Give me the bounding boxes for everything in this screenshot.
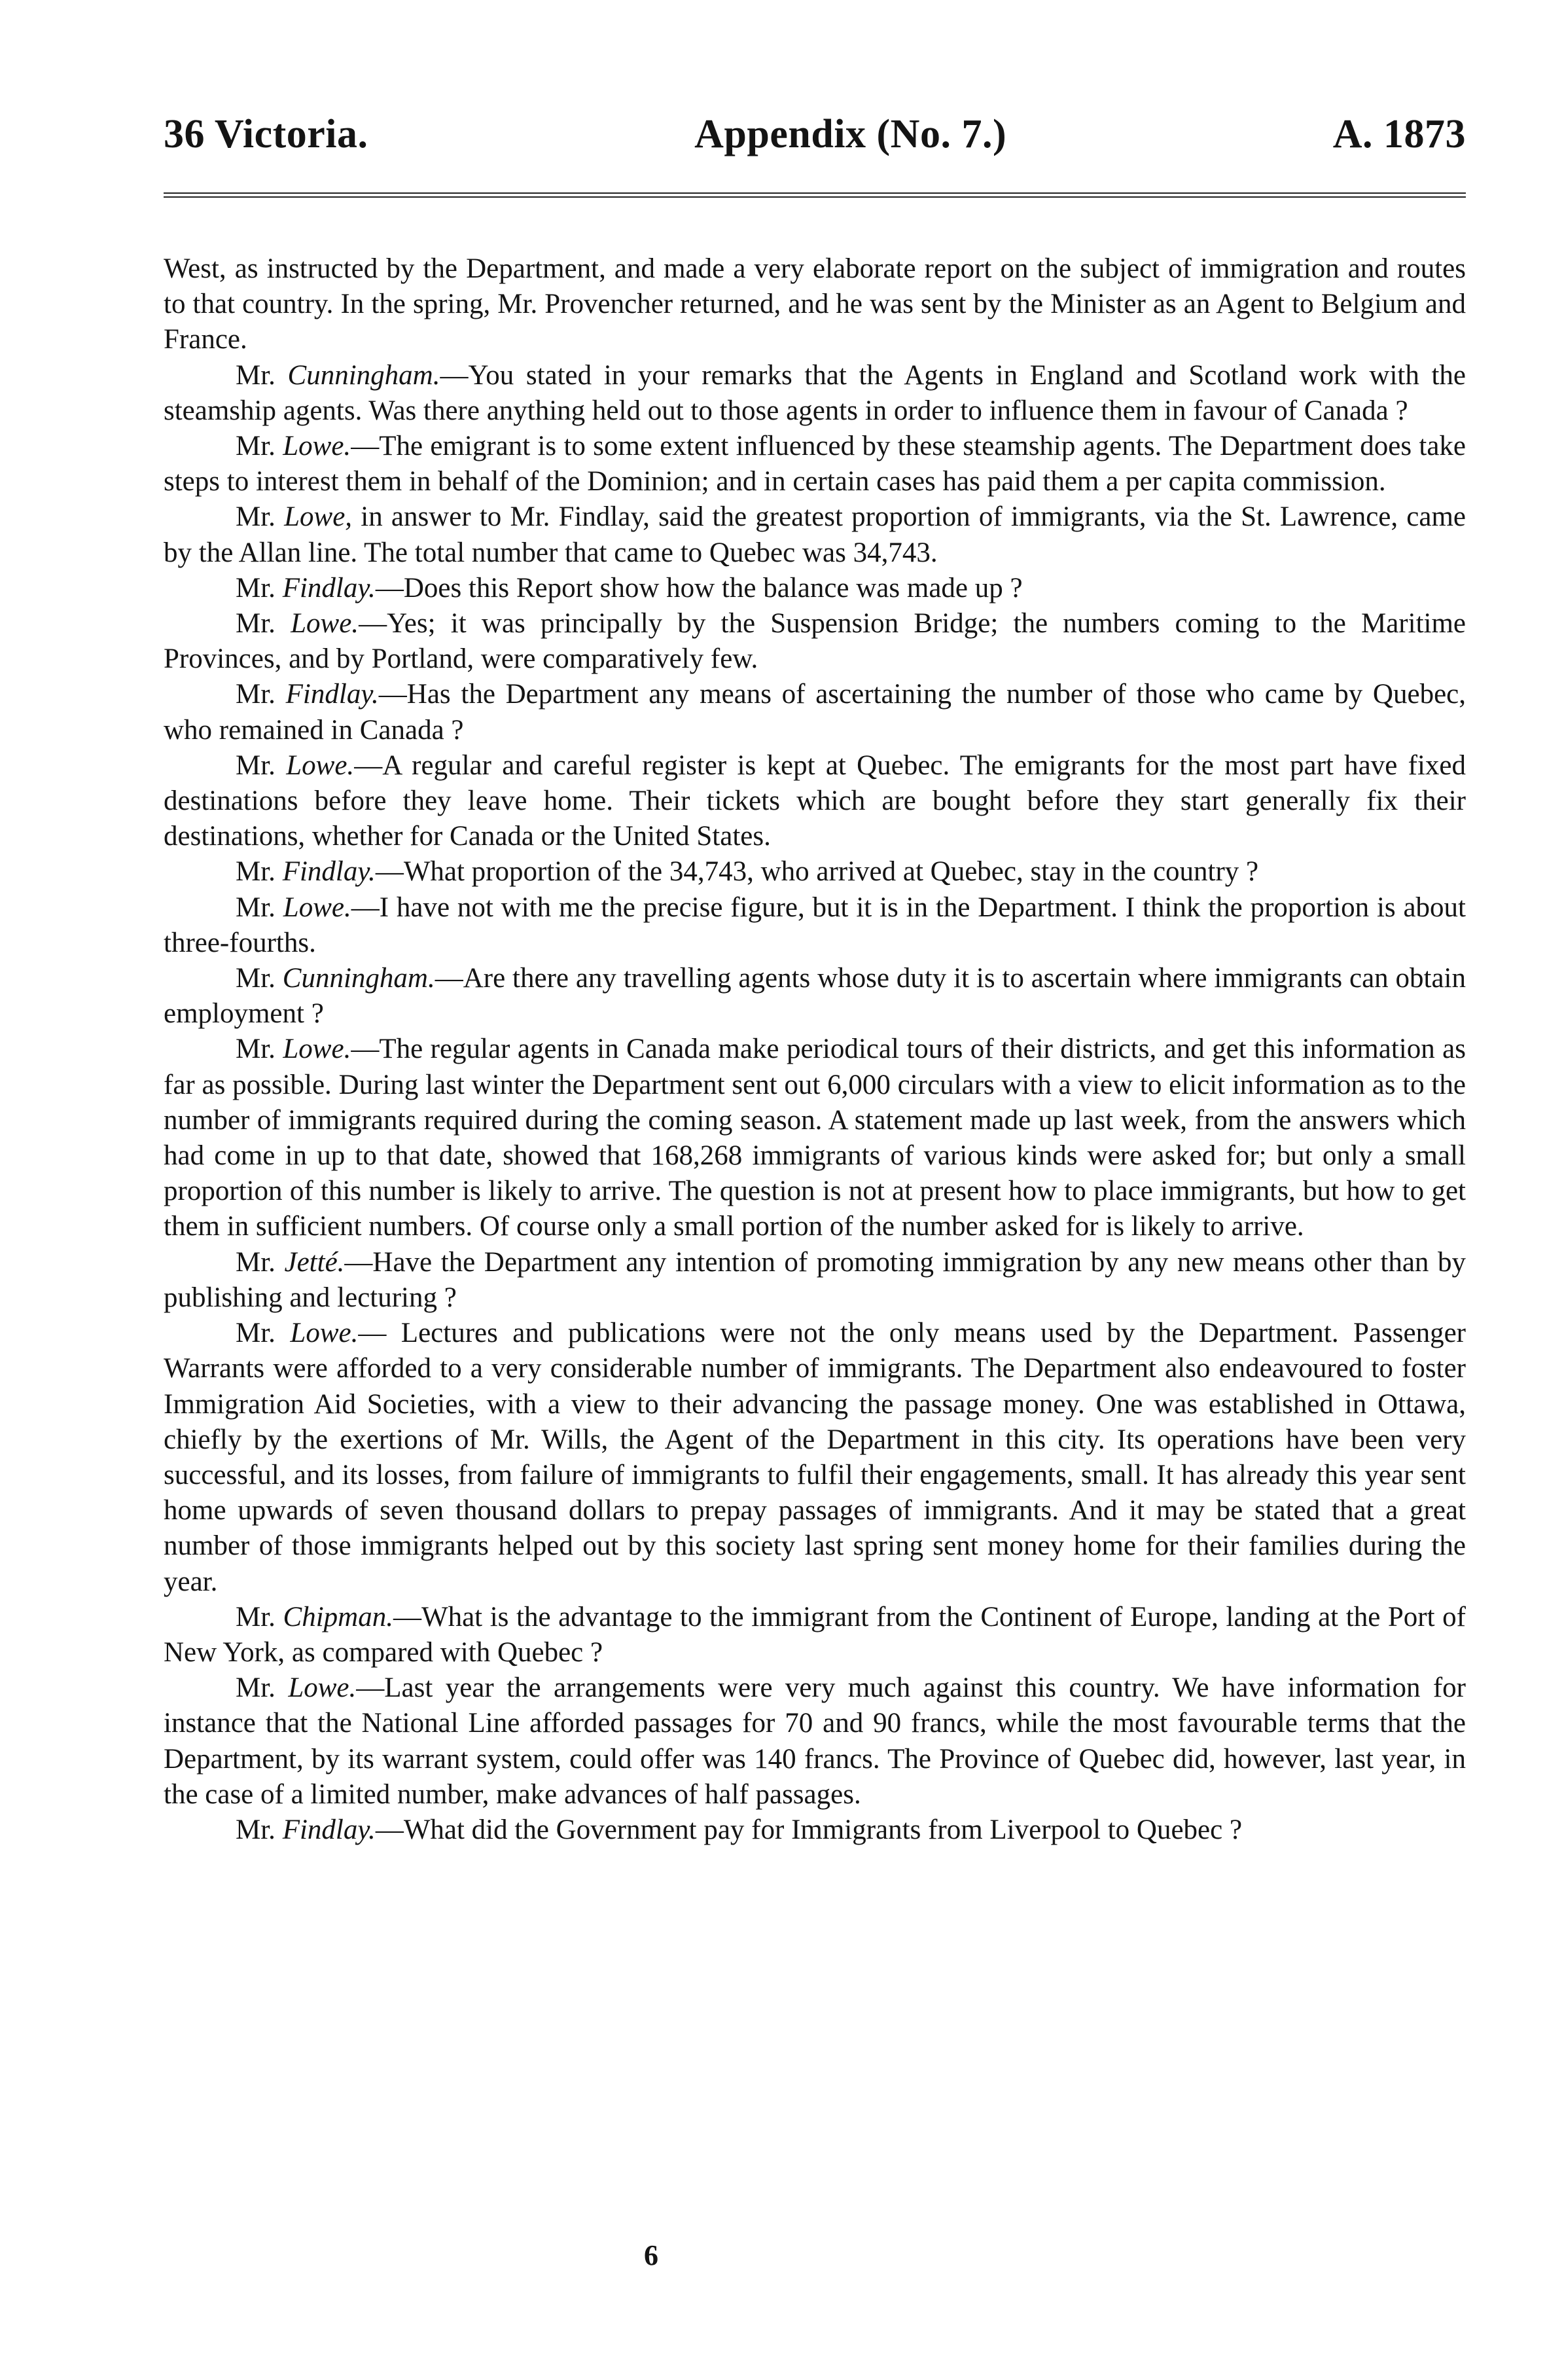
paragraph-text: —The emigrant is to some extent influenced by these steamship agents. The Department does take steps to interest them in behalf of the Dominion; and in certain cases has paid them a per capita commission. [164,431,1466,497]
paragraph-text: West, as instructed by the Department, and made a very elaborate report on the subject of immigration and routes to that country. In the spring, Mr. Provencher returned, and he was sent by the Minister as an Agent to Belgium and France. [164,253,1466,355]
paragraph-text: —Has the Department any means of ascertaining the number of those who came by Quebec, who remained in Canada ? [164,679,1466,746]
speaker-name: Lowe. [283,1034,351,1065]
speaker-name: Chipman. [283,1601,393,1632]
testimony-paragraph [164,748,1466,855]
speaker-title: Mr. [236,431,283,462]
body-text [164,251,1466,1848]
speaker-title: Mr. [236,856,283,888]
speaker-title: Mr. [236,963,283,994]
testimony-paragraph [164,1812,1466,1848]
speaker-title: Mr. [236,1814,283,1845]
speaker-title: Mr. [236,1318,291,1349]
speaker-name: Findlay. [282,572,376,604]
running-head [164,111,1466,174]
testimony-paragraph [164,890,1466,961]
speaker-title: Mr. [236,1034,283,1065]
testimony-paragraph [164,1032,1466,1244]
page-folio: 6 [644,2239,658,2271]
paragraph-text: in answer to Mr. Findlay, said the greatest proportion of immigrants, via the St. Lawrence, came by the Allan line. The total number that came to Quebec was 34,743. [164,501,1466,568]
paragraph-text: —What proportion of the 34,743, who arrived at Quebec, stay in the country ? [375,856,1259,888]
paragraph-text: —Have the Department any intention of promoting immigration by any new means other than by publishing and lecturing ? [164,1246,1466,1313]
paragraph-text: —You stated in your remarks that the Agents in England and Scotland work with the steamship agents. Was there anything held out to those agents in order to influence them in favour of Canada ? [164,359,1466,426]
speaker-name: Lowe. [288,1672,357,1704]
speaker-name: Cunningham. [282,963,435,994]
speaker-name: Lowe. [286,749,355,781]
paragraph-text: —Yes; it was principally by the Suspension Bridge; the numbers coming to the Maritime Provinces, and by Portland, were comparatively few. [164,608,1466,675]
paragraph-text: —What did the Government pay for Immigrants from Liverpool to Quebec ? [375,1814,1243,1845]
speaker-name: Lowe, [284,501,353,533]
paragraph-text: —Last year the arrangements were very much against this country. We have information for instance that the National Line afforded passages for 70 and 90 francs, while the most favourable terms that the Department, by its warrant system, could offer was 140 francs. The Province of Quebec did, however, last year, in the case of a limited number, make advances of half passages. [164,1672,1466,1810]
testimony-paragraph [164,854,1466,890]
testimony-paragraph [164,1316,1466,1600]
speaker-title: Mr. [236,359,288,391]
paragraph-text: —Are there any travelling agents whose duty it is to ascertain where immigrants can obtain employment ? [164,963,1466,1030]
speaker-name: Findlay. [282,856,376,888]
header-session: 36 Victoria. [164,112,368,156]
testimony-paragraph [164,961,1466,1032]
testimony-paragraph [164,677,1466,748]
speaker-title: Mr. [236,1601,283,1632]
paragraph-text: —A regular and careful register is kept at Quebec. The emigrants for the most part have fixed destinations before they leave home. Their tickets which are bought before they start generally fix their destinations, whether for Canada or the United States. [164,749,1466,852]
speaker-name: Lowe. [283,892,351,923]
speaker-title: Mr. [236,1246,285,1278]
speaker-title: Mr. [236,572,283,604]
speaker-title: Mr. [236,892,283,923]
paragraph-text: —What is the advantage to the immigrant from the Continent of Europe, landing at the Port of New York, as compared with Quebec ? [164,1601,1466,1668]
paragraph-text: —The regular agents in Canada make periodical tours of their districts, and get this information as far as possible. During last winter the Department sent out 6,000 circulars with a view to elicit information as to the number of immigrants required during the coming season. A statement made up last week, from the answers which had come in up to that date, showed that 168,268 immigrants of various kinds were asked for; but only a small proportion of this number is likely to arrive. The question is not at present how to place immigrants, but how to get them in sufficient numbers. Of course only a small portion of the number asked for is likely to arrive. [164,1034,1466,1242]
speaker-name: Lowe. [290,1318,359,1349]
testimony-paragraph [164,571,1466,606]
paragraph-text: — Lectures and publications were not the only means used by the Department. Passenger Warrants were afforded to a very considerable number of immigrants. The Department also endeavoured to foster Immigration Aid Societies, with a view to their advancing the passage money. One was established in Ottawa, chiefly by the exertions of Mr. Wills, the Agent of the Department in this city. Its operations have been very successful, and its losses, from failure of immigrants to fulfil their engagements, small. It has already this year sent home upwards of seven thousand dollars to prepay passages of immigrants. And it may be stated that a great number of those immigrants helped out by this society last spring sent money home for their families during the year. [164,1318,1466,1597]
testimony-paragraph [164,606,1466,677]
document-page [164,111,1466,1848]
speaker-title: Mr. [236,749,287,781]
speaker-name: Lowe. [283,431,351,462]
paragraph-text: —I have not with me the precise figure, but it is in the Department. I think the proportion is about three-fourths. [164,892,1466,958]
speaker-title: Mr. [236,501,285,533]
header-year: A. 1873 [1332,112,1466,156]
speaker-title: Mr. [236,608,291,640]
speaker-name: Lowe. [291,608,359,640]
speaker-name: Findlay. [285,679,379,710]
speaker-name: Findlay. [282,1814,376,1845]
testimony-paragraph [164,1245,1466,1316]
speaker-title: Mr. [236,679,286,710]
testimony-paragraph [164,1670,1466,1812]
header-appendix: Appendix (No. 7.) [694,112,1007,156]
speaker-name: Jetté. [284,1246,345,1278]
paragraph-text: —Does this Report show how the balance was made up ? [375,572,1023,604]
testimony-paragraph [164,358,1466,429]
speaker-name: Cunningham. [287,359,440,391]
speaker-title: Mr. [236,1672,289,1704]
continued-paragraph [164,251,1466,358]
header-rule [164,192,1466,198]
testimony-paragraph [164,1600,1466,1670]
testimony-paragraph [164,429,1466,499]
testimony-paragraph [164,499,1466,570]
